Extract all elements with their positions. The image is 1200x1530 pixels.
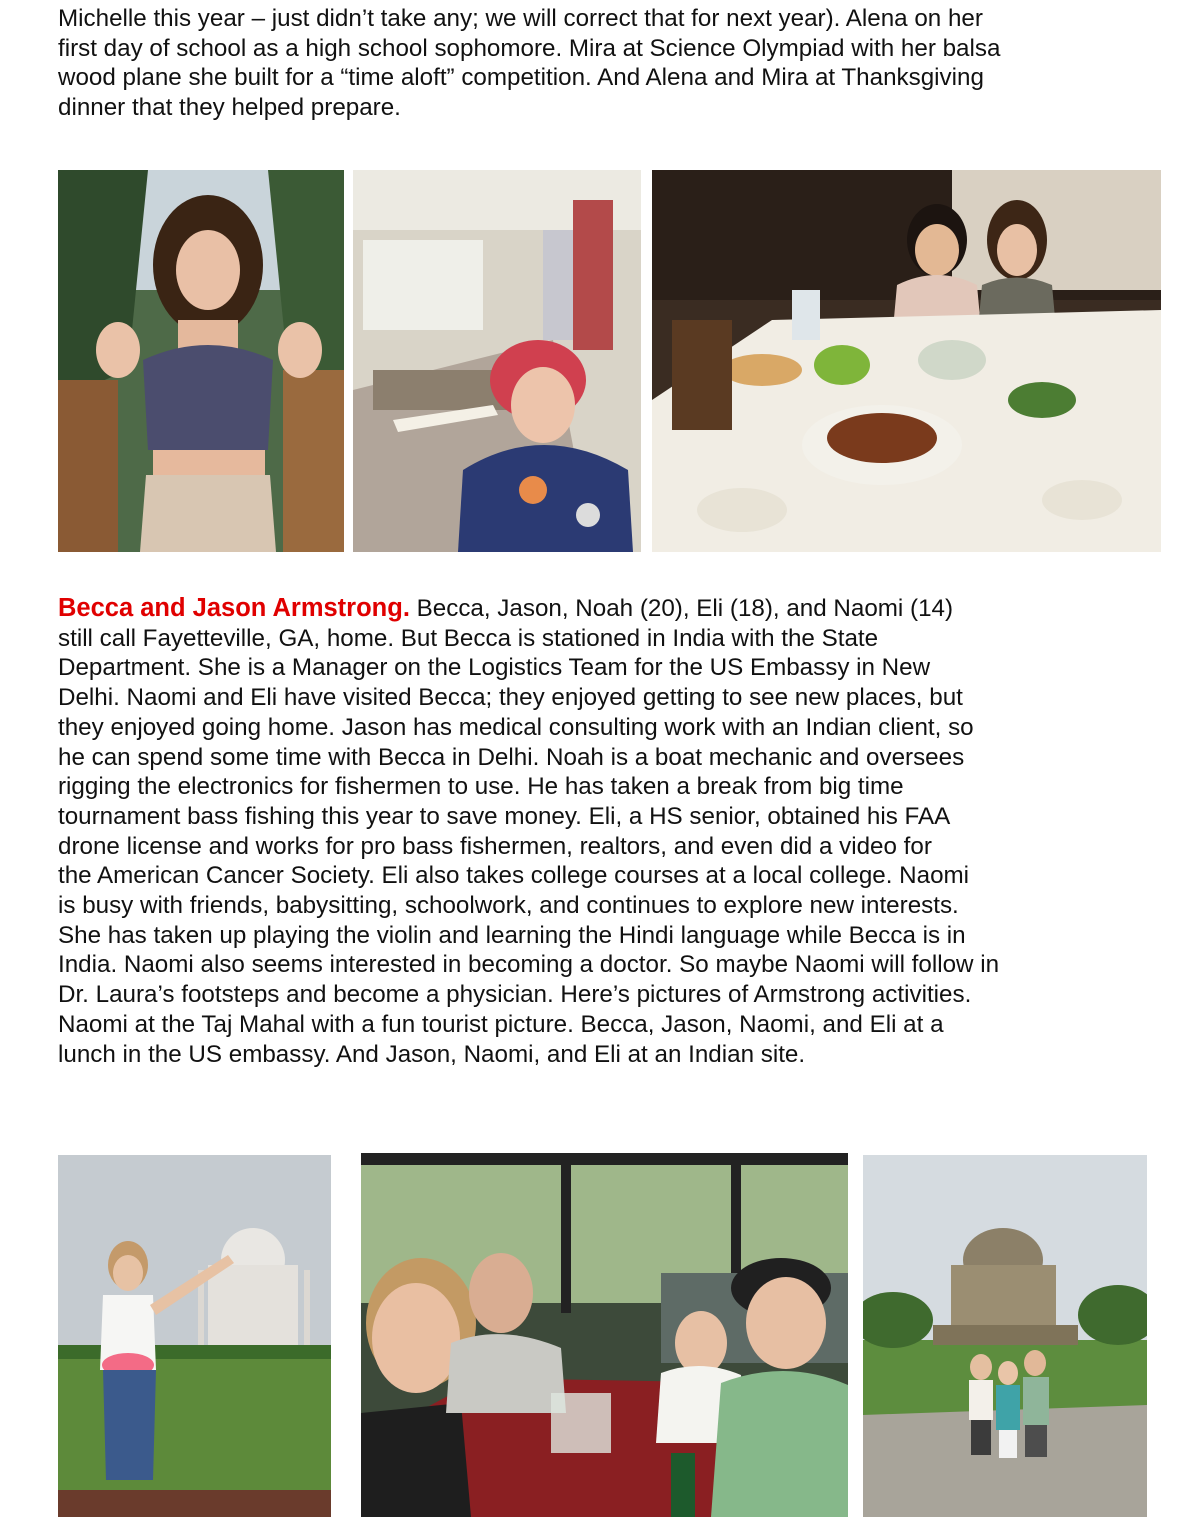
photo-jason-naomi-eli-indian-site: [863, 1155, 1147, 1517]
photo-armstrong-family-embassy-lunch: [361, 1153, 848, 1517]
photo-alena-first-day-of-school: [58, 170, 344, 552]
armstrong-heading: Becca and Jason Armstrong.: [58, 594, 410, 622]
photo-mira-science-olympiad: [353, 170, 641, 552]
photo-alena-mira-thanksgiving-dinner: [652, 170, 1161, 552]
photo-naomi-taj-mahal: [58, 1155, 331, 1517]
armstrong-paragraph: [58, 594, 1183, 1069]
armstrong-body: Becca, Jason, Noah (20), Eli (18), and Naomi (14) still call Fayetteville, GA, home. But Becca is stationed in India with the State Department. She is a Manager on the Logistics Team for the US Embassy in New Delhi. Naomi and Eli have visited Becca; they enjoyed getting to see new places, but they enjoyed going home. Jason has medical consulting work with an Indian client, so he can spend some time with Becca in Delhi. Noah is a boat mechanic and oversees rigging the electronics for fishermen to use. He has taken a break from big time tournament bass fishing this year to save money. Eli, a HS senior, obtained his FAA drone license and works for pro bass fishermen, realtors, and even did a video for the American Cancer Society. Eli also takes college courses at a local college. Naomi is busy with friends, babysitting, schoolwork, and continues to explore new interests. She has taken up playing the violin and learning the Hindi language while Becca is in India. Naomi also seems interested in becoming a doctor. So maybe Naomi will follow in Dr. Laura’s footsteps and become a physician. Here’s pictures of Armstrong activities. Naomi at the Taj Mahal with a fun tourist picture. Becca, Jason, Naomi, and Eli at a lunch in the US embassy. And Jason, Naomi, and Eli at an Indian site.: [58, 595, 1000, 1068]
intro-paragraph: Michelle this year – just didn’t take any; we will correct that for next year). Alena on her first day of school as a high school sophomore. Mira at Science Olympiad with her balsa wood plane she built for a “time aloft” competition. And Alena and Mira at Thanksgiving dinner that they helped prepare.: [58, 5, 1001, 122]
